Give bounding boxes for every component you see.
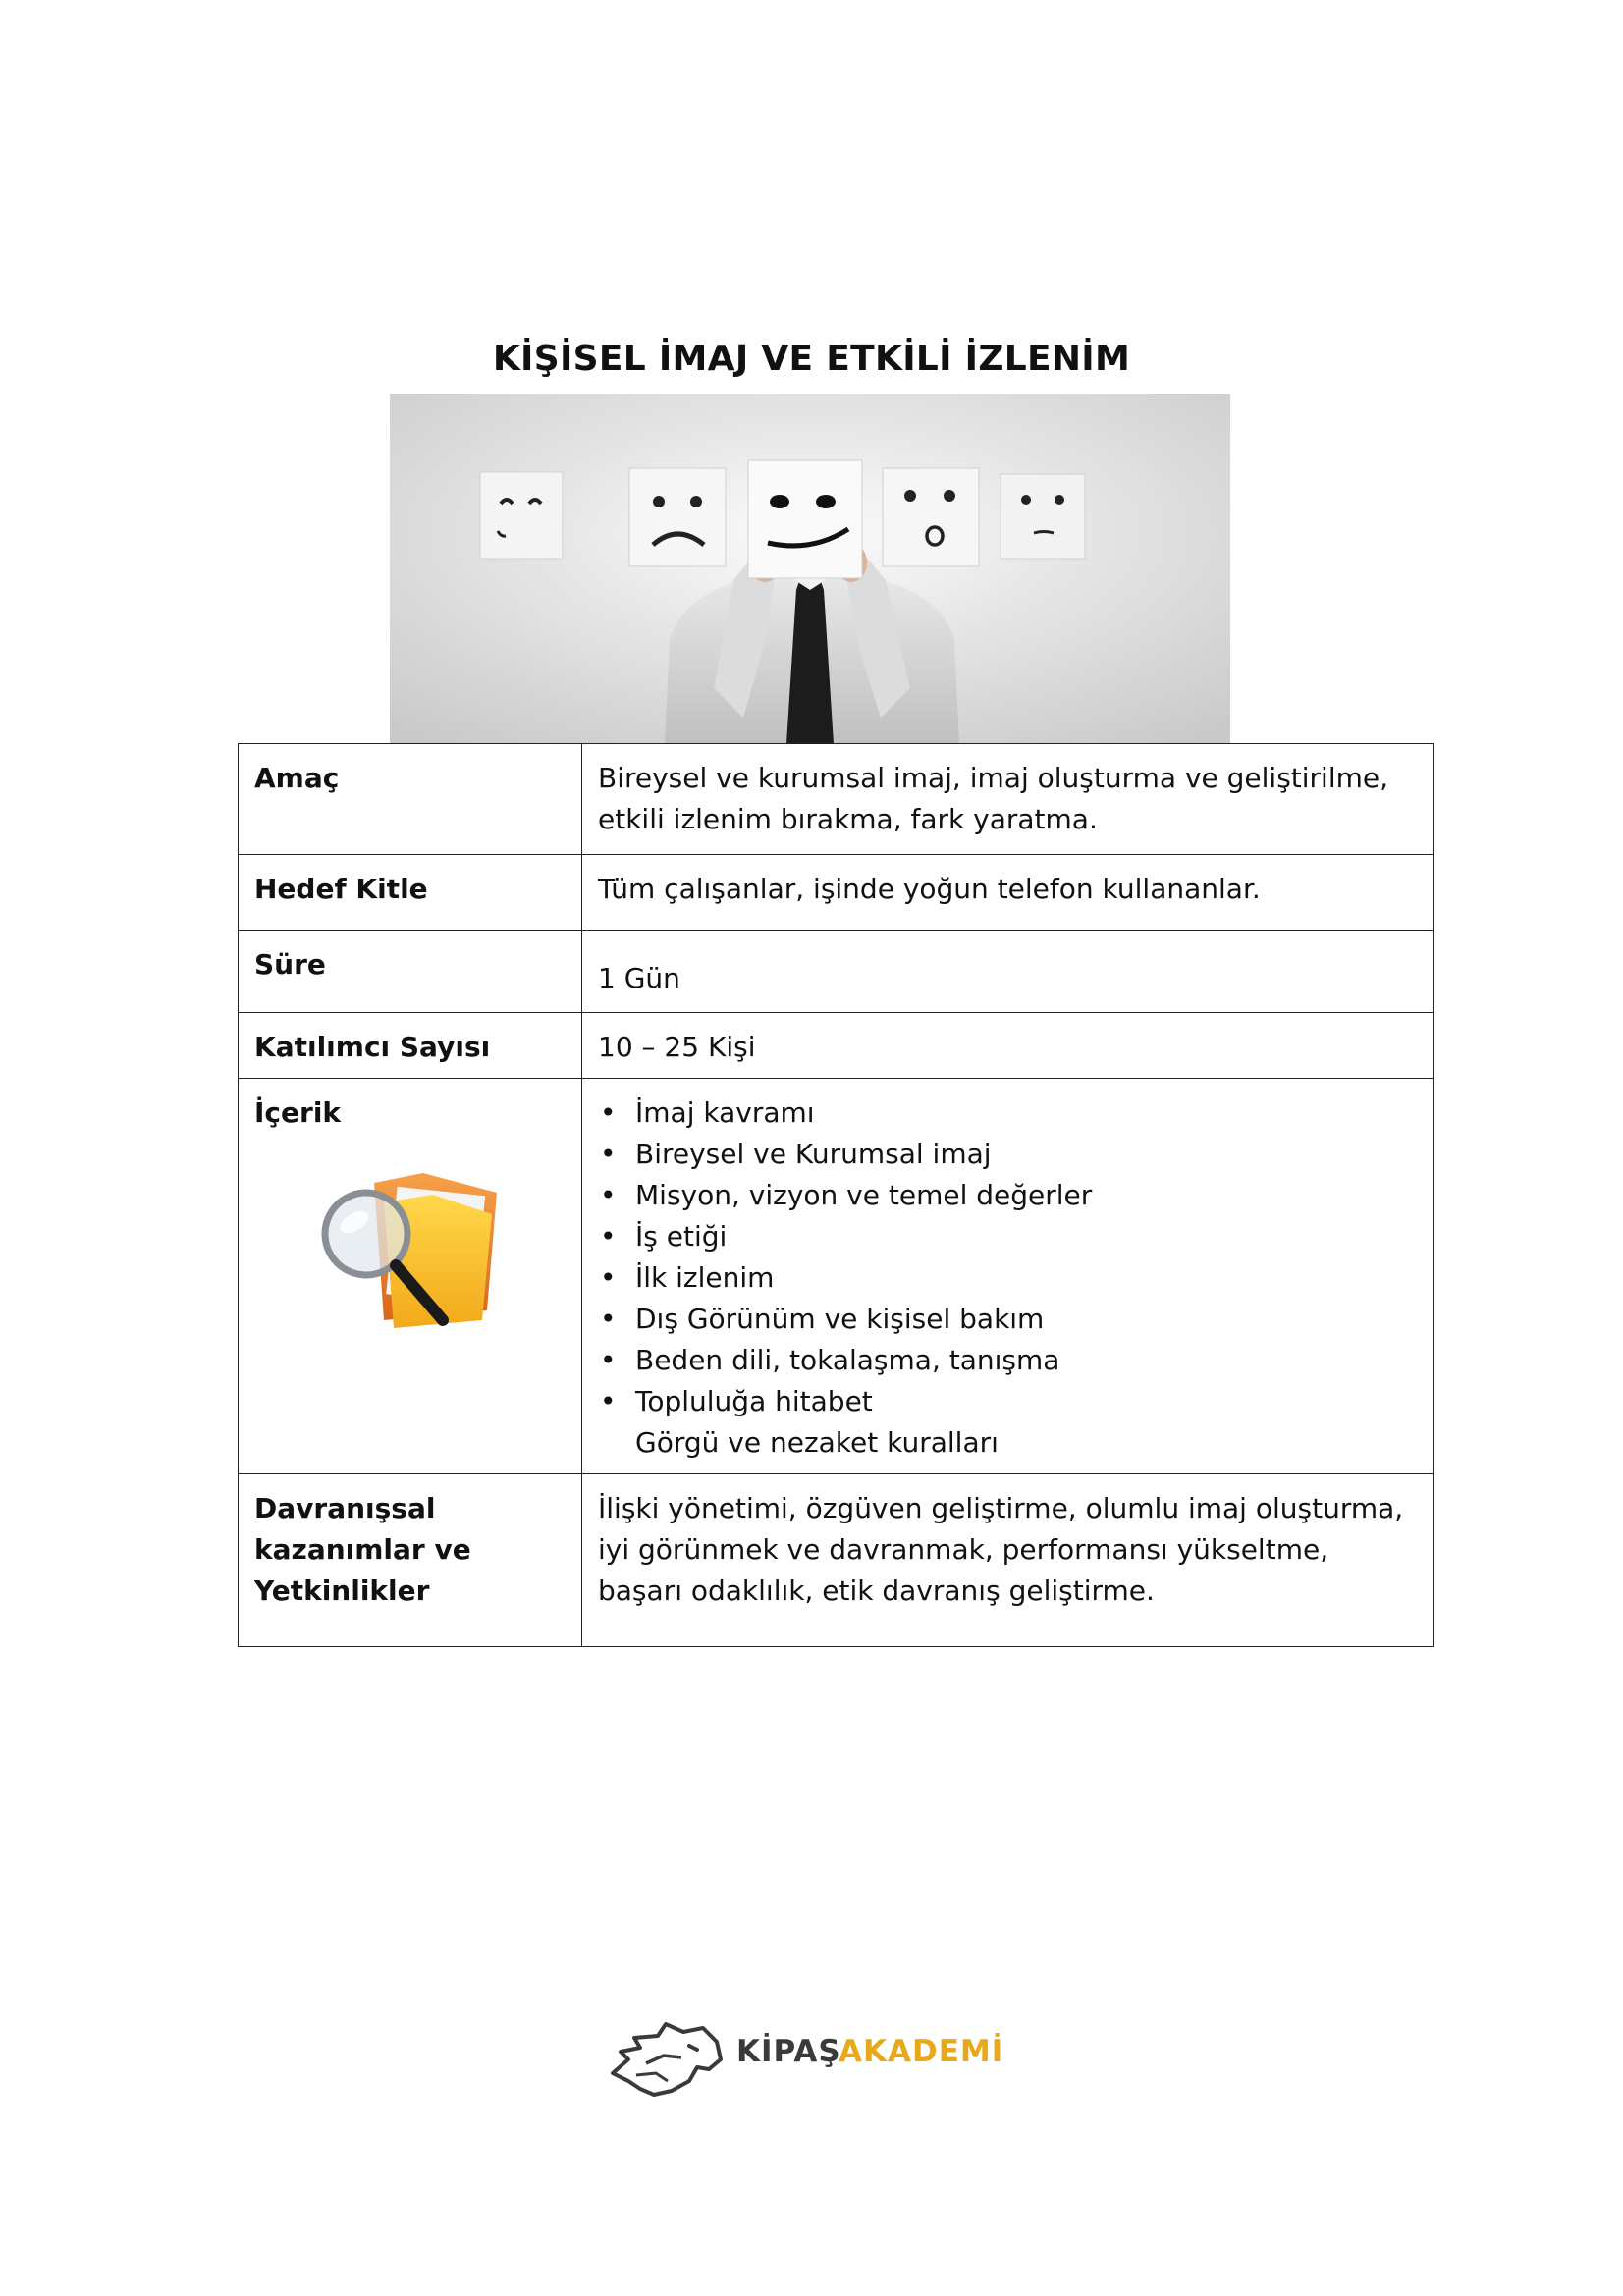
list-item: • İmaj kavramı [600,1096,815,1129]
panther-head-icon [607,2012,730,2101]
label-amac: Amaç [239,744,582,855]
list-item-unbulleted: Görgü ve nezaket kuralları [635,1426,999,1459]
label-katilimci: Katılımcı Sayısı [239,1013,582,1079]
row-davranissal [239,1474,1434,1647]
row-hedef-kitle [239,855,1434,931]
list-item: • İş etiği [600,1220,728,1253]
row-amac [239,744,1434,855]
label-icerik: İçerik [254,1096,342,1129]
value-davranissal: İlişki yönetimi, özgüven geliştirme, olumlu imaj oluşturma, iyi görünmek ve davranmak, performansı yükseltme, başarı odaklılık, etik davranış geliştirme. [582,1474,1434,1647]
page-title: KİŞİSEL İMAJ VE ETKİLİ İZLENİM [492,339,1131,379]
row-icerik [239,1079,1434,1474]
hero-image [390,394,1230,744]
list-item: • Beden dili, tokalaşma, tanışma [600,1344,1060,1376]
label-sure: Süre [239,931,582,1013]
row-sure [239,931,1434,1013]
logo-word-akademi: AKADEMİ [839,2034,1004,2069]
value-icerik [582,1079,1434,1474]
label-hedef-kitle: Hedef Kitle [239,855,582,931]
kipas-akademi-logo [607,2012,1004,2101]
list-item: • İlk izlenim [600,1261,775,1294]
list-item: • Misyon, vizyon ve temel değerler [600,1179,1093,1211]
content-list [598,1093,1417,1422]
list-item: • Bireysel ve Kurumsal imaj [600,1138,992,1170]
list-item: • Dış Görünüm ve kişisel bakım [600,1303,1045,1335]
logo-word-kipas: KİPAŞ [736,2034,841,2069]
training-info-table [238,743,1434,1647]
label-davranissal: Davranışsal kazanımlar ve Yetkinlikler [239,1474,582,1647]
list-item: • Topluluğa hitabet [600,1385,873,1417]
value-amac: Bireysel ve kurumsal imaj, imaj oluşturma ve geliştirilme, etkili izlenim bırakma, fark yaratma. [582,744,1434,855]
folder-magnifier-icon [315,1163,502,1330]
value-hedef-kitle: Tüm çalışanlar, işinde yoğun telefon kullananlar. [582,855,1434,931]
value-katilimci: 10 – 25 Kişi [582,1013,1434,1079]
row-katilimci [239,1013,1434,1079]
value-sure: 1 Gün [582,931,1434,1013]
